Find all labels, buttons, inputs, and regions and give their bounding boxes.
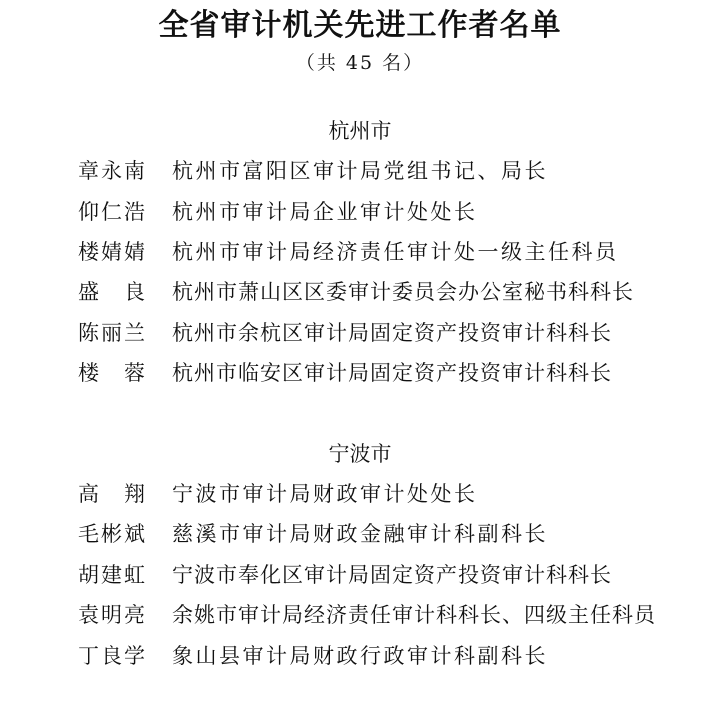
list-item: [78, 479, 478, 509]
person-position: 杭州市富阳区审计局党组书记、局长: [172, 159, 548, 183]
person-position: 杭州市审计局经济责任审计处一级主任科员: [172, 240, 619, 264]
person-position: 慈溪市审计局财政金融审计科副科长: [172, 522, 548, 546]
document-subtitle: （共 45 名）: [295, 52, 425, 74]
person-position: 杭州市萧山区区委审计委员会办公室秘书科科长: [172, 280, 634, 304]
person-name: 章永南: [78, 159, 147, 183]
list-item: [78, 600, 656, 630]
person-name: 盛 良: [78, 280, 147, 304]
section-heading-ningbo: 宁波市: [328, 442, 392, 466]
person-position: 余姚市审计局经济责任审计科科长、四级主任科员: [172, 603, 656, 627]
person-position: 杭州市审计局企业审计处处长: [172, 200, 478, 224]
list-item: [78, 358, 612, 388]
list-item: [78, 277, 634, 307]
person-position: 杭州市余杭区审计局固定资产投资审计科科长: [172, 321, 612, 345]
list-item: [78, 641, 548, 671]
person-name: 高 翔: [78, 482, 147, 506]
person-position: 宁波市奉化区审计局固定资产投资审计科科长: [172, 563, 612, 587]
list-item: [78, 519, 548, 549]
person-name: 毛彬斌: [78, 522, 147, 546]
person-position: 宁波市审计局财政审计处处长: [172, 482, 478, 506]
person-name: 丁良学: [78, 644, 147, 668]
list-item: [78, 156, 548, 186]
person-name: 陈丽兰: [78, 321, 147, 345]
list-item: [78, 560, 612, 590]
section-heading-hangzhou: 杭州市: [328, 119, 392, 143]
list-item: [78, 237, 619, 267]
list-item: [78, 197, 478, 227]
list-item: [78, 318, 612, 348]
person-name: 袁明亮: [78, 603, 147, 627]
person-position: 象山县审计局财政行政审计科副科长: [172, 644, 548, 668]
person-name: 楼 蓉: [78, 361, 147, 385]
person-position: 杭州市临安区审计局固定资产投资审计科科长: [172, 361, 612, 385]
person-name: 楼婧婧: [78, 240, 147, 264]
person-name: 仰仁浩: [78, 200, 147, 224]
person-name: 胡建虹: [78, 563, 147, 587]
document-title: 全省审计机关先进工作者名单: [158, 8, 562, 43]
